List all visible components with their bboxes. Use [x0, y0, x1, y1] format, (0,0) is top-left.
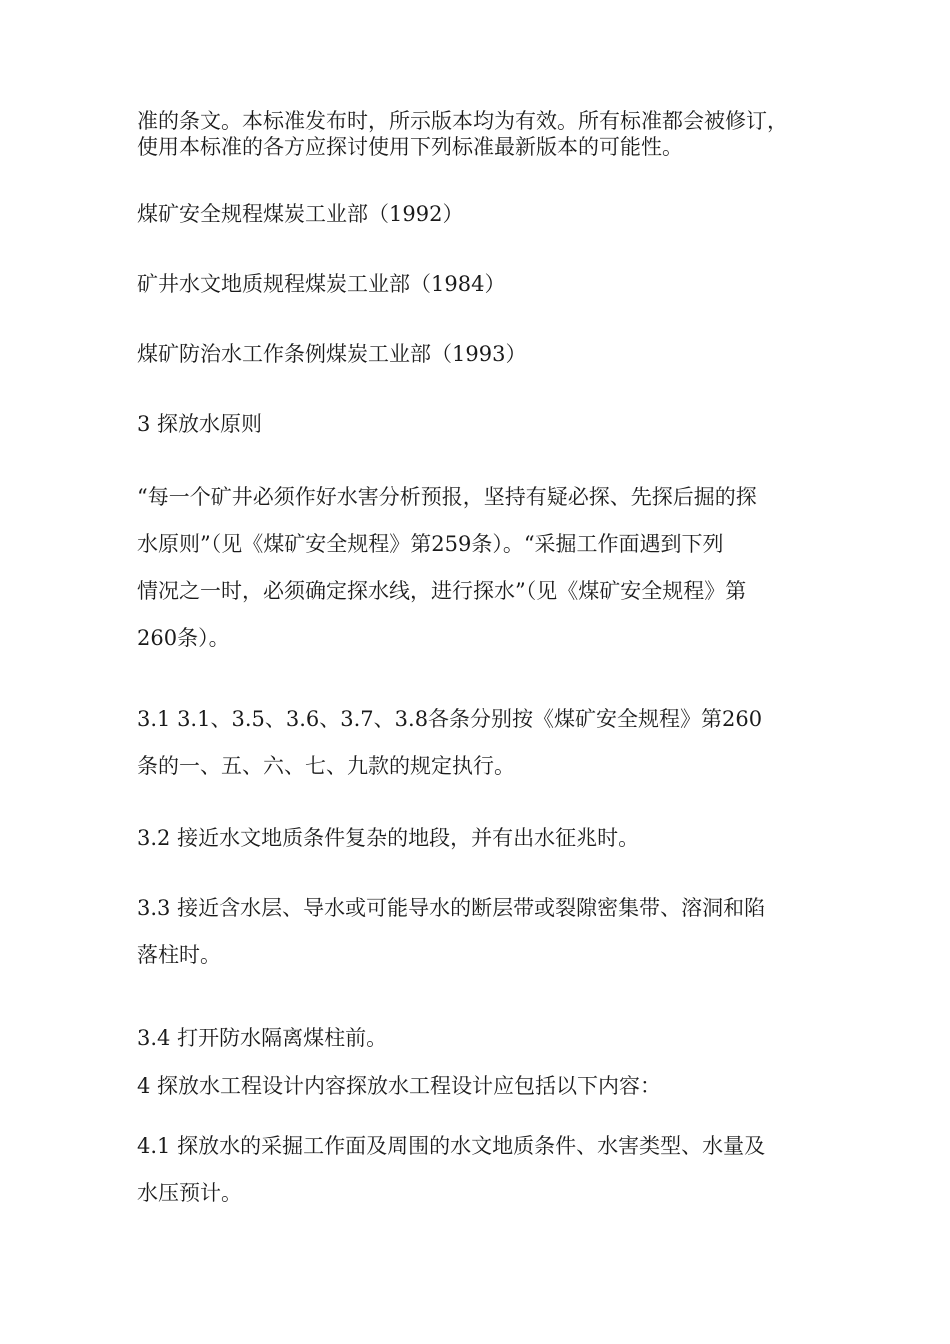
reference-item: 矿井水文地质规程煤炭工业部（1984） — [137, 272, 506, 296]
principle-line: “每一个矿井必须作好水害分析预报，坚持有疑必探、先探后掘的探 — [137, 485, 757, 509]
item-4-1-line: 4.1 探放水的采掘工作面及周围的水文地质条件、水害类型、水量及 — [137, 1134, 766, 1158]
intro-line-2: 使用本标准的各方应探讨使用下列标准最新版本的可能性。 — [137, 135, 683, 159]
item-3-3-line: 3.3 接近含水层、导水或可能导水的断层带或裂隙密集带、溶洞和陷 — [137, 896, 766, 920]
item-3-1-line: 3.1 3.1、3.5、3.6、3.7、3.8各条分别按《煤矿安全规程》第260 — [137, 707, 763, 731]
item-4-1-line: 水压预计。 — [137, 1181, 242, 1205]
item-3-1 — [137, 696, 827, 790]
item-3-3-line: 落柱时。 — [137, 943, 221, 967]
item-4-1 — [137, 1123, 827, 1217]
item-3-3 — [137, 885, 827, 979]
principle-line: 水原则”（见《煤矿安全规程》第259条）。“采掘工作面遇到下列 — [137, 532, 724, 556]
item-3-1-line: 条的一、五、六、七、九款的规定执行。 — [137, 754, 515, 778]
section-3-principle — [137, 474, 827, 662]
reference-item: 煤矿安全规程煤炭工业部（1992） — [137, 202, 464, 226]
principle-line: 260条）。 — [137, 626, 230, 650]
principle-line: 情况之一时，必须确定探水线，进行探水”（见《煤矿安全规程》第 — [137, 579, 747, 603]
section-4-heading: 4 探放水工程设计内容探放水工程设计应包括以下内容： — [137, 1074, 662, 1098]
reference-item: 煤矿防治水工作条例煤炭工业部（1993） — [137, 342, 527, 366]
item-3-2: 3.2 接近水文地质条件复杂的地段，并有出水征兆时。 — [137, 826, 640, 850]
item-3-4: 3.4 打开防水隔离煤柱前。 — [137, 1026, 388, 1050]
section-3-heading: 3 探放水原则 — [137, 412, 263, 436]
intro-line-1: 准的条文。本标准发布时，所示版本均为有效。所有标准都会被修订， — [137, 109, 788, 133]
